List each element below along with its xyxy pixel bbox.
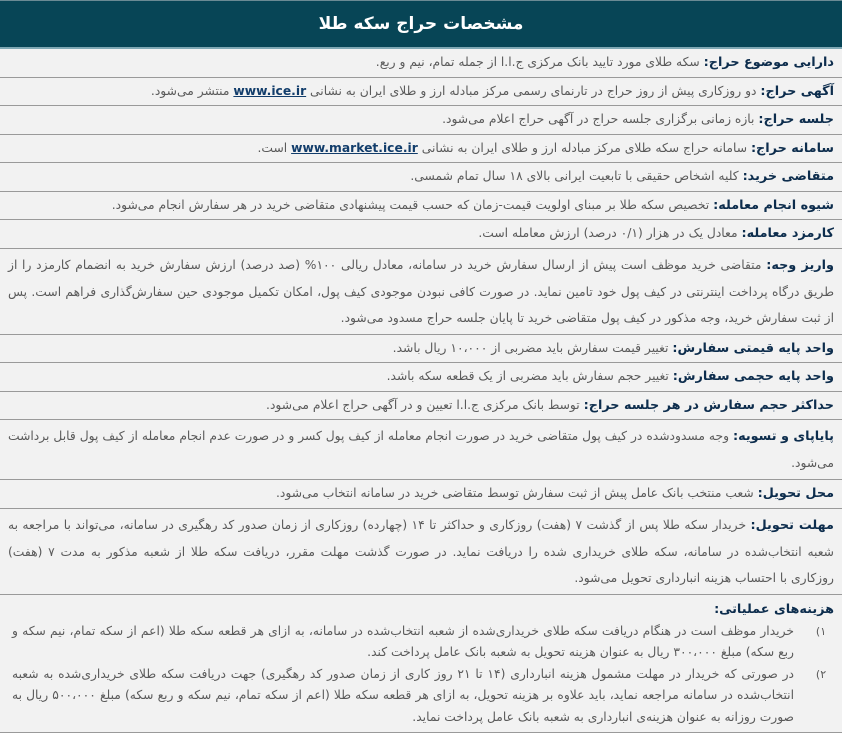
row-text: تغییر حجم سفارش باید مضربی از یک قطعه سکه باشد. <box>387 369 669 383</box>
operating-costs-section <box>0 595 842 733</box>
row-text: بازه زمانی برگزاری جلسه حراج در آگهی حراج اعلام می‌شود. <box>442 112 754 126</box>
row-max-order-volume <box>0 392 842 421</box>
cost-item-number: ۱) <box>808 621 834 664</box>
row-text: متقاضی خرید موظف است پیش از ارسال سفارش خرید در سامانه، معادل ریالی ۱۰۰% (صد درصد) ارزش سفارش خرید به انضمام کارمزد را از طریق درگاه پرداخت اینترنتی در کیف پول خود تامین نماید. در صورت کافی نبودن موجودی کیف پول، امکان تکمیل موجودی حین سفارش‌گذاری فراهم است. پس از ثبت سفارش خرید، وجه مذکور در کیف پول متقاضی خرید تا پایان جلسه حراج مسدود می‌شود. <box>8 258 834 325</box>
row-label: حداکثر حجم سفارش در هر جلسه حراج: <box>584 398 834 413</box>
row-text: کلیه اشخاص حقیقی با تابعیت ایرانی بالای ۱۸ سال تمام شمسی. <box>410 169 738 183</box>
row-auction-system <box>0 135 842 164</box>
row-text: دو روزکاری پیش از روز حراج در تارنمای رسمی مرکز مبادله ارز و طلای ایران به نشانی <box>306 84 756 98</box>
cost-item-text: خریدار موظف است در هنگام دریافت سکه طلای خریداری‌شده از شعبه انتخاب‌شده در سامانه، به ازای هر قطعه سکه طلا (اعم از سکه تمام، نیم سکه و ربع سکه) مبلغ ۳۰۰،۰۰۰ ریال به عنوان هزینه تحویل به شعبه بانک عامل پرداخت کند. <box>8 621 808 664</box>
page-title: مشخصات حراج سکه طلا <box>319 14 524 34</box>
row-auction-asset <box>0 49 842 78</box>
ice-website-link[interactable]: www.ice.ir <box>233 84 306 98</box>
row-price-tick <box>0 335 842 364</box>
row-text: وجه مسدودشده در کیف پول متقاضی خرید در صورت انجام معامله از کیف پول کسر و در صورت عدم انجام معامله از کیف پول قابل برداشت می‌شود. <box>8 429 834 470</box>
row-text: منتشر می‌شود. <box>151 84 233 98</box>
row-text: معادل یک در هزار (۰/۱ درصد) ارزش معامله است. <box>478 226 737 240</box>
row-label: آگهی حراج: <box>760 84 834 99</box>
row-text: تغییر قیمت سفارش باید مضربی از ۱۰،۰۰۰ ریال باشد. <box>393 341 669 355</box>
row-delivery-deadline <box>0 509 842 595</box>
operating-costs-title: هزینه‌های عملیاتی: <box>8 599 834 621</box>
row-delivery-location <box>0 480 842 509</box>
row-trade-method <box>0 192 842 221</box>
row-auction-notice <box>0 78 842 107</box>
row-label: مهلت تحویل: <box>750 518 834 533</box>
row-text: تخصیص سکه طلا بر مبنای اولویت قیمت-زمان که حسب قیمت پیشنهادی متقاضی خرید در هر سفارش انجام می‌شود. <box>112 198 709 212</box>
row-label: پایاپای و تسویه: <box>733 429 834 444</box>
row-text: سامانه حراج سکه طلای مرکز مبادله ارز و طلای ایران به نشانی <box>418 141 747 155</box>
cost-item <box>8 664 834 729</box>
row-label: شیوه انجام معامله: <box>713 198 834 213</box>
row-auction-session <box>0 106 842 135</box>
row-volume-tick <box>0 363 842 392</box>
row-label: کارمزد معامله: <box>742 226 835 241</box>
row-clearing-settlement <box>0 420 842 480</box>
row-trade-fee <box>0 220 842 249</box>
row-label: واحد پایه قیمتی سفارش: <box>672 341 834 356</box>
row-text: توسط بانک مرکزی ج.ا.ا تعیین و در آگهی حراج اعلام می‌شود. <box>266 398 580 412</box>
row-text: است. <box>257 141 291 155</box>
row-label: محل تحویل: <box>758 486 834 501</box>
row-label: جلسه حراج: <box>758 112 834 127</box>
market-website-link[interactable]: www.market.ice.ir <box>291 141 418 155</box>
row-label: دارایی موضوع حراج: <box>704 55 834 70</box>
row-deposit <box>0 249 842 335</box>
row-text: سکه طلای مورد تایید بانک مرکزی ج.ا.ا از جمله تمام، نیم و ربع. <box>376 55 700 69</box>
page-header <box>0 0 842 47</box>
cost-item-number: ۲) <box>808 664 834 729</box>
row-label: واحد پایه حجمی سفارش: <box>673 369 834 384</box>
row-label: سامانه حراج: <box>751 141 834 156</box>
row-text: شعب منتخب بانک عامل پیش از ثبت سفارش توسط متقاضی خرید در سامانه انتخاب می‌شود. <box>276 486 754 500</box>
row-text: خریدار سکه طلا پس از گذشت ۷ (هفت) روزکاری و حداکثر تا ۱۴ (چهارده) روزکاری از زمان صدور کد رهگیری در سامانه، می‌تواند با مراجعه به شعبه انتخاب‌شده در سامانه، سکه طلای خریداری شده را دریافت نماید. در صورت گذشت مهلت مقرر، دریافت سکه طلا از شعبه مذکور به مدت ۷ (هفت) روزکاری با احتساب هزینه انبارداری تحویل می‌شود. <box>8 518 834 585</box>
row-buyer-eligibility <box>0 163 842 192</box>
row-label: متقاضی خرید: <box>743 169 834 184</box>
row-label: واریز وجه: <box>766 258 834 273</box>
cost-item-text: در صورتی که خریدار در مهلت مشمول هزینه انبارداری (۱۴ تا ۲۱ روز کاری از زمان صدور کد رهگیری) جهت دریافت سکه طلای خریداری‌شده به شعبه انتخاب‌شده در سامانه مراجعه نماید، باید علاوه بر هزینه تحویل، به ازای هر قطعه سکه طلا (اعم از سکه تمام، نیم سکه و ربع سکه) مبلغ ۵۰۰،۰۰۰ ریال به صورت روزانه به عنوان هزینه‌ی انبارداری به شعبه بانک عامل پرداخت نماید. <box>8 664 808 729</box>
cost-item <box>8 621 834 664</box>
